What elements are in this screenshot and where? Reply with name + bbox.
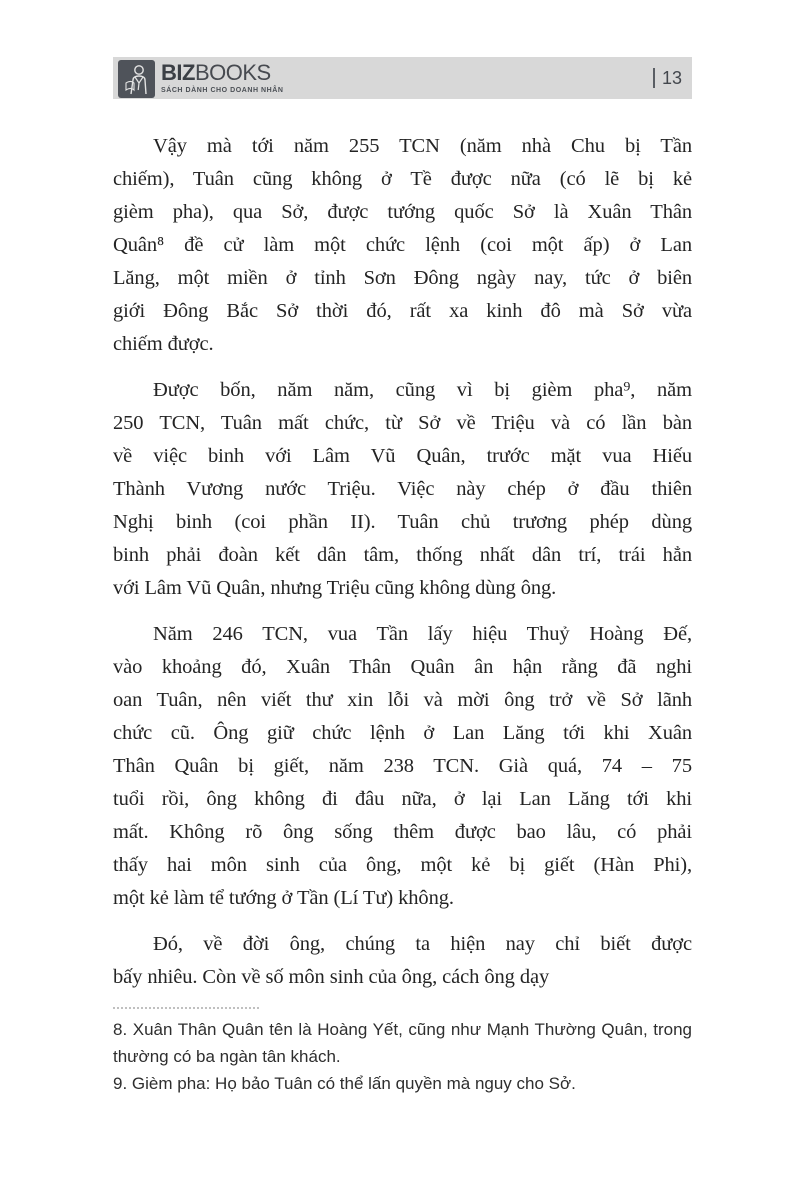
page-number-value: 13 (661, 67, 682, 88)
text-line: Thân Quân bị giết, năm 238 TCN. Già quá, 74 – 75 (113, 755, 692, 777)
logo-title-books: BOOKS (194, 59, 271, 85)
text-line: mất. Không rõ ông sống thêm được bao lâu, có phải (113, 821, 692, 843)
text-line: thường có ba ngàn tân khách. (113, 1047, 341, 1066)
paragraph (113, 374, 692, 605)
footnote-item (113, 1071, 692, 1098)
text-line: chiếm được. (113, 333, 214, 355)
text-line: một kẻ làm tể tướng ở Tần (Lí Tư) không. (113, 887, 454, 909)
text-line: vào khoảng đó, Xuân Thân Quân ân hận rằng đã nghi (113, 656, 692, 678)
footnote-divider (113, 1007, 259, 1009)
bizbooks-logo (113, 59, 283, 98)
page-number-divider (653, 68, 655, 88)
body-text (113, 130, 692, 1097)
businessman-reading-icon (118, 60, 155, 98)
footnotes (113, 1017, 692, 1097)
paragraph (113, 130, 692, 361)
text-line: tuổi rồi, ông không đi đâu nữa, ở lại Lan Lăng tới khi (113, 788, 692, 810)
page-number (653, 68, 692, 89)
text-line: Thành Vương nước Triệu. Việc này chép ở đầu thiên (113, 478, 692, 500)
text-line: Được bốn, năm năm, cũng vì bị gièm pha⁹, năm (153, 379, 692, 401)
text-line: Lăng, một miền ở tỉnh Sơn Đông ngày nay, tức ở biên (113, 267, 692, 289)
page-header (113, 57, 692, 99)
text-line: 250 TCN, Tuân mất chức, từ Sở về Triệu và có lần bàn (113, 412, 692, 434)
text-line: oan Tuân, nên viết thư xin lỗi và mời ông trở về Sở lãnh (113, 689, 692, 711)
logo-title (161, 59, 283, 85)
paragraphs-container (113, 130, 692, 994)
logo-tagline: SÁCH DÀNH CHO DOANH NHÂN (161, 86, 284, 94)
text-line: Đó, về đời ông, chúng ta hiện nay chỉ biết được (153, 933, 692, 955)
text-line: Quân⁸ đề cử làm một chức lệnh (coi một ấp) ở Lan (113, 234, 692, 256)
text-line: về việc binh với Lâm Vũ Quân, trước mặt vua Hiếu (113, 445, 692, 467)
text-line: bấy nhiêu. Còn về số môn sinh của ông, cách ông dạy (113, 966, 550, 988)
text-line: Vậy mà tới năm 255 TCN (năm nhà Chu bị Tần (153, 135, 692, 157)
logo-text (161, 59, 283, 94)
text-line: giới Đông Bắc Sở thời đó, rất xa kinh đô mà Sở vừa (113, 300, 692, 322)
text-line: chức cũ. Ông giữ chức lệnh ở Lan Lăng tới khi Xuân (113, 722, 692, 744)
text-line: Nghị binh (coi phần II). Tuân chủ trương phép dùng (113, 511, 692, 533)
footnote-item (113, 1017, 692, 1071)
text-line: 9. Gièm pha: Họ bảo Tuân có thể lấn quyền mà nguy cho Sở. (113, 1073, 576, 1093)
text-line: Năm 246 TCN, vua Tần lấy hiệu Thuỷ Hoàng Đế, (153, 623, 692, 645)
text-line: 8. Xuân Thân Quân tên là Hoàng Yết, cũng như Mạnh Thường Quân, trong (113, 1020, 692, 1039)
logo-title-biz: BIZ (161, 59, 195, 85)
paragraph (113, 928, 692, 994)
text-line: binh phải đoàn kết dân tâm, thống nhất dân trí, trái hẳn (113, 544, 692, 566)
paragraph (113, 618, 692, 915)
text-line: gièm pha), qua Sở, được tướng quốc Sở là Xuân Thân (113, 201, 692, 223)
text-line: thấy hai môn sinh của ông, một kẻ bị giết (Hàn Phi), (113, 854, 692, 876)
header-torn-edge (113, 99, 692, 104)
text-line: chiếm), Tuân cũng không ở Tề được nữa (có lẽ bị kẻ (113, 168, 692, 190)
text-line: với Lâm Vũ Quân, nhưng Triệu cũng không dùng ông. (113, 577, 557, 599)
